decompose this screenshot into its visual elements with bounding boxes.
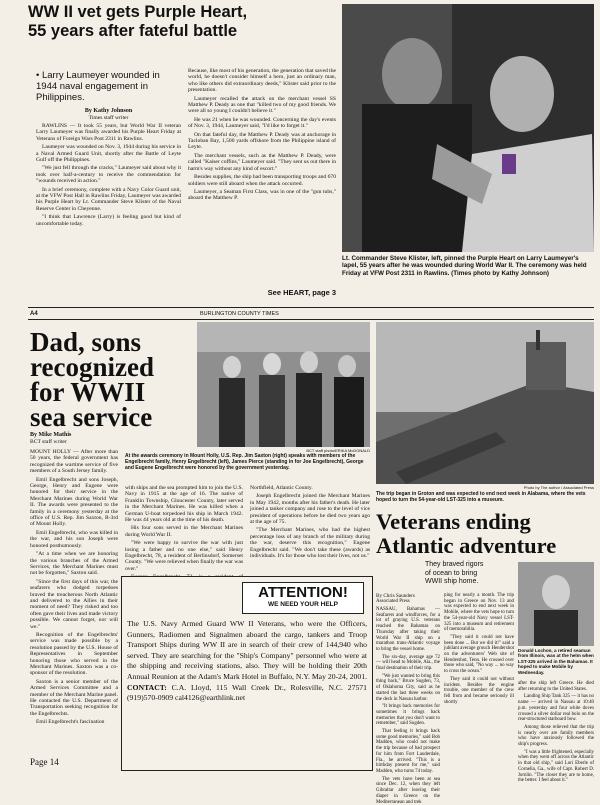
paragraph: The merchant vessels, such as the Matthew P. Deady, were called "Kaiser coffins," Laumeyer said. "They sent us out there in harm's way without any kind of escort." — [188, 152, 336, 172]
paragraph: His four sons served in the Merchant Marines during World War II. — [125, 525, 243, 538]
byline-role: BCT staff writer — [30, 439, 67, 445]
paragraph: Emil Engelbrecht, who was killed in the war, and his son Joseph were honored posthumously. — [30, 529, 118, 549]
byline-role: Associated Press — [376, 599, 410, 604]
veterans-column-3 — [518, 681, 594, 784]
paragraph: Northfield, Atlantic County. — [250, 485, 313, 491]
headline-line: WW II vet gets Purple Heart, — [28, 3, 248, 21]
contact-label: CONTACT: — [127, 682, 167, 692]
story1-headline — [28, 3, 358, 41]
byline-name: By Mike Mathis — [30, 432, 72, 438]
paragraph: Laumeyer was wounded on Nov. 3, 1944 during his service in a Naval Armed Guard Unit, shortly after the Battle of Leyte Gulf off the Philippines. — [36, 144, 181, 164]
deck-line: They braved rigors — [425, 561, 484, 568]
story1-column-1 — [36, 123, 181, 295]
headline-line: 55 years after fateful battle — [28, 22, 238, 40]
paragraph: Laumeyer, a Seaman First Class, was in one of the "gun tubs," aboard the Matthew P. — [188, 188, 336, 202]
paragraph: "We just wanted to bring this thing back," Bruce Sugden, 73, of Oklahoma City, said as he started the last three weeks on the deck in Nassau harbor. — [376, 673, 440, 702]
paragraph: Joseph Engelbrecht joined the Merchant Marines in May 1942, months after his father's death. He later joined a tanker company and rose to the level of vice president of operations before he died two years ago at the age of 75. — [250, 493, 370, 526]
paragraph: "At a time when we are honoring the various branches of the Armed Services, the Merchant Marines must not be forgotten," Saxton said. — [30, 551, 118, 577]
attention-subtitle: WE NEED YOUR HELP — [268, 601, 338, 608]
paragraph: On that fateful day, the Matthew P. Deady was at anchorage in Tacloban Bay, 1,500 yards offshore from the Philippine island of Leyte. — [188, 131, 336, 151]
headline-line: recognized — [30, 352, 154, 382]
photo-artwork — [376, 322, 594, 484]
paragraph: "We were happy to survive the war with just losing a father and no one else," said Henry Engelbrecht, 78, a resident of Berlinsdorf, Somerset County. "We were relieved when finally the war was over." — [125, 540, 243, 572]
purple-heart-photo — [342, 4, 594, 252]
portrait-photo — [518, 562, 594, 646]
veterans-column-1 — [376, 607, 440, 805]
headline-line: for WWII — [30, 377, 146, 407]
veterans-column-2 — [444, 593, 514, 769]
veterans-byline — [376, 593, 440, 605]
attention-ad — [121, 576, 373, 771]
paragraph: The vets have been at sea since Dec. 12, when they left Gibraltar after leaving their diaper in Greece on the Mediterranean and trek — [376, 776, 440, 805]
paragraph: "The Merchant Marines, who had the highest percentage loss of any branch of the military during the war, deserve this recognition," Eugene Engelbrecht said. "We don't take these (awards) as individuals. It's for those who lost their lives, not us." — [250, 527, 370, 560]
ceremony-photo-caption: At the awards ceremony in Mount Holly, U.S. Rep. Jim Saxton (right) speaks with members of the Engelbrecht family, Henry Engelbrecht (left), James Pierce (standing in for Joe Engelbrecht), George and Eugene Engelbrecht were honored by the government yesterday. — [125, 453, 364, 471]
attention-body: The U.S. Navy Armed Guard WW II Veterans, who were the Officers, Gunners, Radiomen and Signalmen aboard the cargo, tankers and Troop Transport Ships during WW II are in search of their crew of 144,940 who served. They are searching for the "Ship's Company" personnel who were at the shipping and receiving stations, also. They will be holding their 20th Annual Reunion at the Adam's Mark Hotel in Buffalo, N.Y. May 20-24, 2001. — [127, 619, 367, 681]
dad-sons-byline — [30, 432, 120, 445]
dad-sons-column-2 — [125, 485, 243, 573]
attention-body-text — [127, 619, 367, 704]
headline-line: Atlantic adventure — [376, 533, 557, 558]
page2-folio-left: A4 — [30, 311, 38, 317]
paragraph: That feeling it brings back some good memories," said Bob Madden, who could not make the trip because of bad prospect for him from Fort Lauderdale, Fla., he arrived. "This is a birthday present for me," said Madden, who turns 74 today. — [376, 729, 440, 774]
paragraph: Laumeyer recalled the attack on the merchant vessel SS Matthew P. Deady as one that "killed two of my good friends. We were all so young I couldn't believe it." — [188, 95, 336, 115]
byline-name: By Kathy Johnson — [84, 108, 133, 114]
paragraph: ping for nearly a month. The trip began in Greece on Nov. 13 and was expected to end next week in Mobile, where the vets hope to turn the 54-year-old Navy vessel LST-325 into a museum and retirement of memorabilia. — [444, 593, 514, 633]
dad-sons-column-3 — [250, 485, 370, 573]
photo-artwork — [342, 4, 594, 252]
byline-role: Times staff writer — [88, 115, 129, 121]
page2-folio-center: BURLINGTON COUNTY TIMES — [200, 311, 279, 317]
paragraph: Among those relieved that the trip is nearly over are family members who have anxiously followed the ship's progress. — [518, 724, 594, 748]
story1-photo-caption: Lt. Commander Steve Klister, left, pinned the Purple Heart on Larry Laumeyer's lapel, 55 years after he was wounded during World War II. The ceremony was held Friday at VFW Post 2311 in Rawlins. (Times photo by Kathy Johnson) — [342, 255, 587, 277]
paragraph: The six-day, average age 72 — will head to Mobile, Ala., the final destination of their trip. — [376, 654, 440, 672]
top-story — [0, 0, 600, 300]
portrait-caption: Donald Lochon, a retired seaman from Illinois, was at the helm when LST-325 arrived in the Bahamas. It hoped to make Mobile by Wednesday. — [518, 648, 594, 675]
paragraph: "I was a little frightened, especially when they went off across the Atlantic in that old ship," said Lori Eberle of Cornelia, Ga., wife of Capt. Robert D. Jornlin. "The closer they are to home, the better. I feel about it." — [518, 749, 594, 784]
paragraph: Recognition of the Engelbrechts' service was made possible by a resolution passed by the U.S. House of Representatives in September honoring those who served in the Merchant Marines. Saxton was a co-sponsor of the resolution. — [30, 631, 118, 677]
deck-line: WWII ship home. — [425, 578, 479, 585]
page-number: Page 14 — [30, 757, 59, 767]
attention-title-box — [242, 582, 364, 614]
paragraph: "I think that Lawrence (Larry) is feeling good but kind of uncomfortable today. — [36, 214, 181, 227]
story1-deck — [36, 70, 181, 103]
paragraph: "They said it could not have been done ... But we did it!" said a jubilant average grouch Hendershot on the adventurers' Web site of Hendershot, Tenn. He crossed over those who said, "No way ... no way to cross the ocean." — [444, 634, 514, 675]
ship-photo-credit: Photo by The author / Associated Press — [523, 485, 594, 490]
deck-line: Philippines. — [36, 92, 85, 103]
paragraph: Because, like most of his generation, the generation that saved the world, he doesn't consider himself a hero, just an ordinary man, who like others did extraordinary deeds," Klister said prior to the presentation. — [188, 68, 336, 94]
ship-photo-caption: The trip began in Groton and was expected to end next week in Alabama, where the vets hoped to turn the 54-year-old LST-325 into a museum. — [376, 491, 586, 503]
paragraph: Landing Ship Tank 325 — it has no name — arrived in Nassau at 10:40 p.m. yesterday and four white doves crossed a silver dollar real bolo on the rear-structured starboard bow. — [518, 694, 594, 723]
paragraph: They said it could not without incident. Besides the engine trouble, one member of the crew fell from and became seriously ill shortly — [444, 676, 514, 705]
paragraph: with ships and the sea prompted him to join the U.S. Navy in 1915 at the age of 16. The native of Franklin Township, Gloucester County, later served in the Merchant Marines. He was killed when a German U-boat torpedoed his ship in March 1942. He was 44 years old at the time of his death. — [125, 485, 243, 524]
byline-name: By Chris Saunders — [376, 593, 415, 599]
ceremony-photo — [197, 322, 370, 447]
ceremony-photo-credit: BCT staff photo/ERIKA McDONALD — [306, 448, 370, 453]
photo-artwork — [197, 322, 370, 447]
deck-line: • Larry Laumeyer wounded in — [36, 70, 160, 81]
paragraph: RAWLINS — It took 55 years, but World War II veteran Larry Laumeyer was finally awarded his Purple Heart Friday at Veterans of Foreign Wars Post 2311 in Rawlins. — [36, 123, 181, 142]
paragraph: Emil Engelbrecht's fascination — [36, 719, 105, 726]
headline-line: Veterans ending — [376, 509, 531, 534]
story1-byline — [36, 108, 181, 121]
paragraph: "It brings back memories for sometimes it brings back memories that you don't want to remember," said Sugden. — [376, 704, 440, 727]
paragraph: In a brief ceremony, complete with a Navy Color Guard unit, at the VFW Post Hall in Rawlins Friday, Laumeyer was awarded his Purple Heart by Lt. Commander Steve Klister of the Naval Reserve Center in Cheyenne. — [36, 186, 181, 212]
paragraph: NASSAU, Bahamas — Seafarers and windforces, for a lot of graying U.S. veterans reached the Bahamas on Thursday after taking their World War II ship on a marathon trans-Atlantic voyage to bring the vessel home. — [376, 607, 440, 652]
photo-artwork — [518, 562, 594, 646]
dad-sons-headline — [30, 327, 195, 432]
paragraph: He was 21 when he was wounded. Concerning the day's events of Nov. 3, 1944, Laumeyer said, "I'd like to forget it." — [188, 116, 336, 130]
paragraph: Saxton is a senior member of the Armed Services Committee and a member of the Merchant Marine panel. He contacted the U.S. Department of Transportation seeking recognition for the Engelbrechts. — [30, 678, 118, 717]
story1-column-2 — [188, 68, 336, 288]
ship-photo — [376, 322, 594, 484]
deck-line: 1944 naval engagement in — [36, 81, 148, 92]
deck-line: of ocean to bring — [425, 569, 478, 577]
paragraph: Emil Engelbrecht and sons Joseph, George, Henry and Eugene were honored for their service in the Merchant Marines during World War II. The awards were presented to the family in a ceremony yesterday at the office of U.S. Rep. Jim Saxton, R-3rd of Mount Holly. — [30, 476, 118, 528]
attention-title: ATTENTION! — [258, 584, 348, 601]
veterans-deck — [425, 561, 515, 587]
headline-line: Dad, sons — [30, 327, 142, 357]
veterans-headline — [376, 510, 594, 558]
dad-sons-column-1 — [30, 449, 118, 755]
paragraph: "Since the first days of this war, the seafarers who dodged torpedoes braved the treacherous North Atlantic and delivered to the Allies in their moment of need? They risked and too often gave their lives and made victory possible. We cannot forget, nor will we." — [30, 578, 118, 630]
paragraph: after the ship left Greece. He died after returning to the United States. — [518, 681, 594, 692]
folio-rule — [28, 319, 594, 320]
paragraph: Besides supplies, the ship had been transporting troops and 670 soldiers were still aboard when the attack occurred. — [188, 174, 336, 187]
contact-info: C.A. Lloyd, 115 Wall Creek Dr., Rolesville, N.C. 27571 (919)570-0909 cal4126@earthlink.net — [127, 682, 367, 703]
story1-jump: See HEART, page 3 — [267, 288, 336, 297]
section-divider — [28, 307, 594, 308]
paragraph: "We just fell through the cracks," Laumeyer said about why it took over half-a-century to receive the commendation for "wounds received in action." — [36, 165, 181, 185]
paragraph: MOUNT HOLLY — After more than 50 years, the federal government has recognized the wartime service of five members of a South Jersey family. — [30, 449, 118, 475]
headline-line: sea service — [30, 402, 153, 432]
